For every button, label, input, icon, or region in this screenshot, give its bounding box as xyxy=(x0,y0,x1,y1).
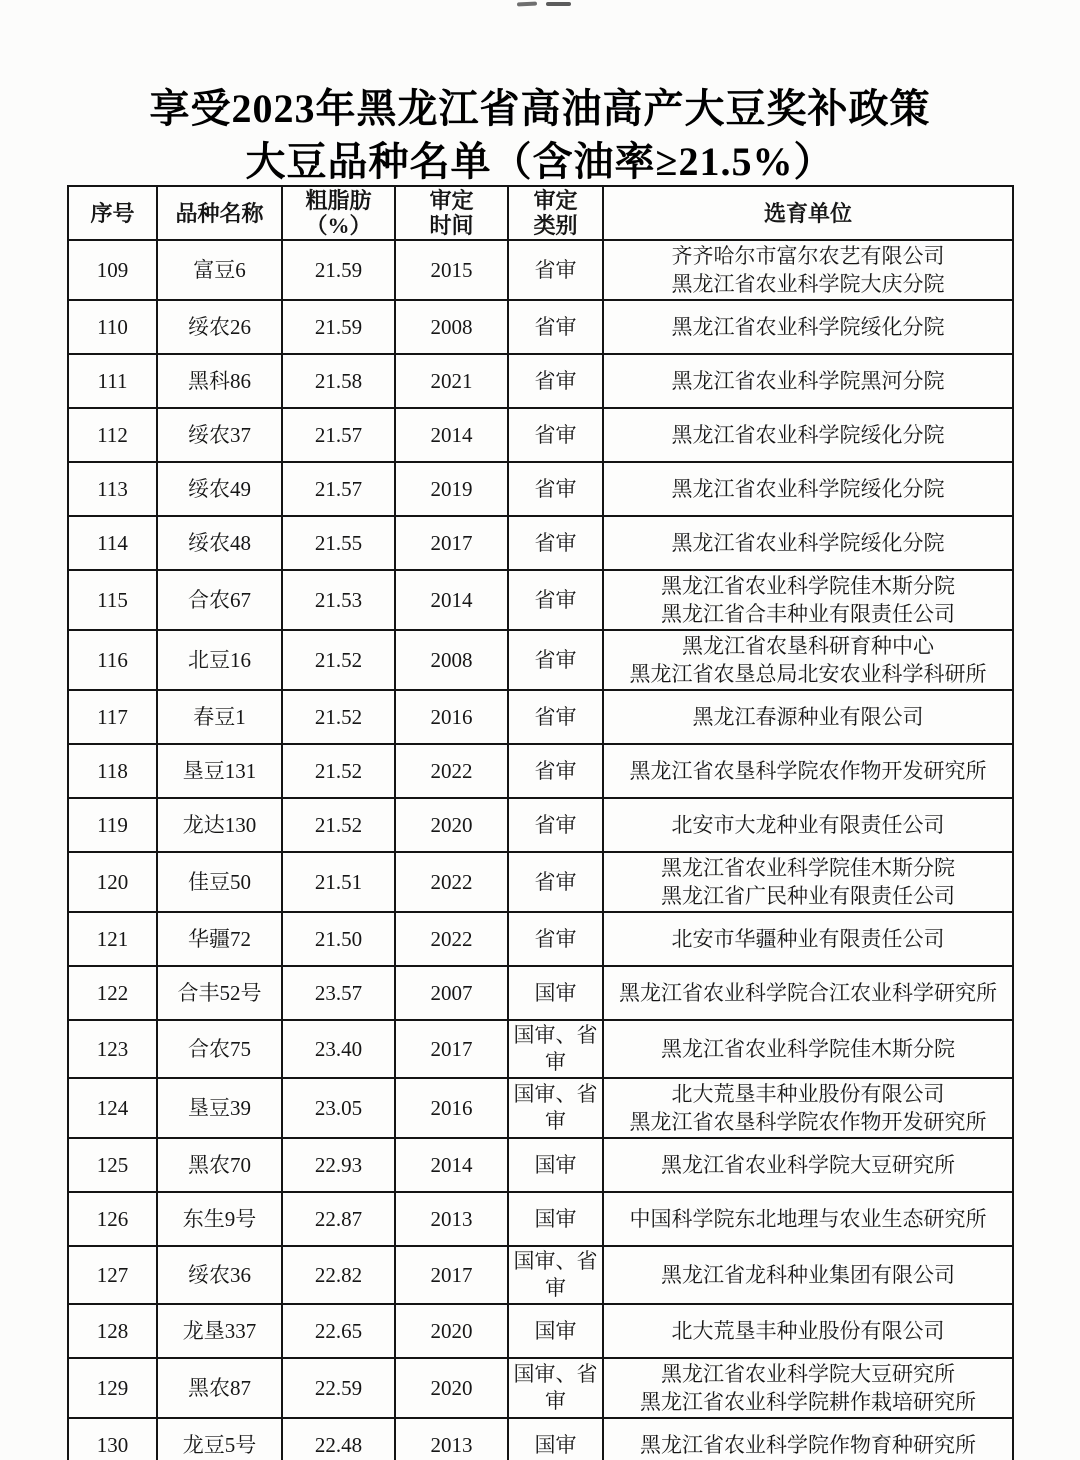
cell-no: 111 xyxy=(69,355,158,409)
breeding-unit-line: 北安市大龙种业有限责任公司 xyxy=(671,813,945,837)
cell-variety-name: 绥农37 xyxy=(158,409,283,463)
cell-variety-name: 合农75 xyxy=(158,1021,283,1079)
cell-approval-category: 省审 xyxy=(509,799,604,853)
cell-no: 110 xyxy=(69,301,158,355)
cell-approval-year: 2022 xyxy=(396,913,509,967)
breeding-unit-line: 黑龙江省农业科学院大豆研究所 xyxy=(661,1362,955,1386)
breeding-unit-line: 黑龙江省广民种业有限责任公司 xyxy=(661,884,955,908)
breeding-unit-line: 北大荒垦丰种业股份有限公司 xyxy=(671,1082,945,1106)
cell-no: 130 xyxy=(69,1419,158,1460)
soybean-variety-table xyxy=(67,185,1014,1460)
cell-approval-category: 省审 xyxy=(509,853,604,913)
cell-approval-category: 国审、省审 xyxy=(509,1359,604,1419)
cell-no: 124 xyxy=(69,1079,158,1139)
cell-crude-fat: 23.05 xyxy=(283,1079,396,1139)
cell-breeding-unit xyxy=(604,1419,1012,1460)
cell-approval-year: 2014 xyxy=(396,409,509,463)
cell-approval-year: 2019 xyxy=(396,463,509,517)
breeding-unit-line: 黑龙江省农业科学院绥化分院 xyxy=(671,477,945,501)
table-row xyxy=(69,967,1012,1021)
cell-crude-fat: 21.51 xyxy=(283,853,396,913)
cell-approval-category: 省审 xyxy=(509,571,604,631)
cell-variety-name: 北豆16 xyxy=(158,631,283,691)
table-row xyxy=(69,409,1012,463)
header-line: 序号 xyxy=(90,200,135,226)
breeding-unit-line: 齐齐哈尔市富尔农艺有限公司 xyxy=(671,244,945,268)
scan-artifact-mark xyxy=(517,1,537,6)
table-row xyxy=(69,745,1012,799)
cell-crude-fat: 21.57 xyxy=(283,463,396,517)
cell-variety-name: 春豆1 xyxy=(158,691,283,745)
cell-crude-fat: 23.57 xyxy=(283,967,396,1021)
table-row xyxy=(69,463,1012,517)
cell-crude-fat: 21.52 xyxy=(283,631,396,691)
table-row xyxy=(69,1305,1012,1359)
cell-breeding-unit xyxy=(604,1247,1012,1305)
cell-variety-name: 黑农70 xyxy=(158,1139,283,1193)
table-row xyxy=(69,631,1012,691)
cell-crude-fat: 21.52 xyxy=(283,799,396,853)
cell-breeding-unit xyxy=(604,1021,1012,1079)
table-header-row xyxy=(69,187,1012,241)
header-line: 时间 xyxy=(429,213,474,238)
table-body xyxy=(69,241,1012,1460)
cell-breeding-unit xyxy=(604,853,1012,913)
cell-variety-name: 富豆6 xyxy=(158,241,283,301)
cell-variety-name: 绥农48 xyxy=(158,517,283,571)
cell-approval-category: 省审 xyxy=(509,691,604,745)
cell-breeding-unit xyxy=(604,1305,1012,1359)
header-line: （%） xyxy=(305,213,372,238)
cell-crude-fat: 22.87 xyxy=(283,1193,396,1247)
cell-no: 120 xyxy=(69,853,158,913)
breeding-unit-line: 黑龙江省农业科学院黑河分院 xyxy=(671,369,945,393)
cell-approval-year: 2022 xyxy=(396,745,509,799)
cell-breeding-unit xyxy=(604,913,1012,967)
breeding-unit-line: 黑龙江省农业科学院耕作栽培研究所 xyxy=(640,1390,976,1414)
cell-variety-name: 垦豆39 xyxy=(158,1079,283,1139)
header-line: 审定 xyxy=(533,188,578,213)
table-row xyxy=(69,571,1012,631)
cell-approval-year: 2007 xyxy=(396,967,509,1021)
cell-approval-category: 国审、省审 xyxy=(509,1247,604,1305)
cell-no: 129 xyxy=(69,1359,158,1419)
cell-variety-name: 龙达130 xyxy=(158,799,283,853)
cell-variety-name: 东生9号 xyxy=(158,1193,283,1247)
cell-no: 112 xyxy=(69,409,158,463)
table-row xyxy=(69,355,1012,409)
header-no xyxy=(69,187,158,241)
cell-breeding-unit xyxy=(604,1079,1012,1139)
header-line: 审定 xyxy=(429,188,474,213)
table-row xyxy=(69,1359,1012,1419)
cell-no: 115 xyxy=(69,571,158,631)
cell-crude-fat: 23.40 xyxy=(283,1021,396,1079)
cell-no: 125 xyxy=(69,1139,158,1193)
cell-breeding-unit xyxy=(604,463,1012,517)
cell-no: 109 xyxy=(69,241,158,301)
cell-variety-name: 绥农49 xyxy=(158,463,283,517)
cell-breeding-unit xyxy=(604,967,1012,1021)
cell-crude-fat: 21.52 xyxy=(283,745,396,799)
cell-no: 114 xyxy=(69,517,158,571)
table-row xyxy=(69,1079,1012,1139)
cell-approval-category: 省审 xyxy=(509,631,604,691)
cell-no: 117 xyxy=(69,691,158,745)
cell-crude-fat: 21.59 xyxy=(283,301,396,355)
cell-crude-fat: 21.59 xyxy=(283,241,396,301)
breeding-unit-line: 黑龙江春源种业有限公司 xyxy=(692,705,924,729)
cell-variety-name: 华疆72 xyxy=(158,913,283,967)
cell-breeding-unit xyxy=(604,355,1012,409)
table-row xyxy=(69,913,1012,967)
table-row xyxy=(69,853,1012,913)
cell-breeding-unit xyxy=(604,517,1012,571)
cell-no: 123 xyxy=(69,1021,158,1079)
cell-approval-category: 省审 xyxy=(509,517,604,571)
cell-crude-fat: 21.52 xyxy=(283,691,396,745)
cell-approval-year: 2017 xyxy=(396,517,509,571)
cell-crude-fat: 21.58 xyxy=(283,355,396,409)
cell-variety-name: 黑科86 xyxy=(158,355,283,409)
cell-approval-year: 2017 xyxy=(396,1021,509,1079)
breeding-unit-line: 黑龙江省农业科学院佳木斯分院 xyxy=(661,1037,955,1061)
cell-approval-year: 2016 xyxy=(396,691,509,745)
cell-no: 118 xyxy=(69,745,158,799)
cell-approval-year: 2014 xyxy=(396,571,509,631)
cell-approval-category: 省审 xyxy=(509,409,604,463)
cell-approval-year: 2013 xyxy=(396,1419,509,1460)
cell-approval-category: 国审 xyxy=(509,1305,604,1359)
breeding-unit-line: 黑龙江省农业科学院绥化分院 xyxy=(671,531,945,555)
header-variety-name xyxy=(158,187,283,241)
cell-crude-fat: 22.65 xyxy=(283,1305,396,1359)
cell-breeding-unit xyxy=(604,571,1012,631)
cell-approval-year: 2013 xyxy=(396,1193,509,1247)
cell-approval-category: 国审 xyxy=(509,1419,604,1460)
breeding-unit-line: 黑龙江省农垦科研育种中心 xyxy=(682,634,934,658)
breeding-unit-line: 黑龙江省农业科学院大豆研究所 xyxy=(661,1153,955,1177)
cell-no: 122 xyxy=(69,967,158,1021)
cell-breeding-unit xyxy=(604,1193,1012,1247)
header-line: 粗脂肪 xyxy=(305,188,372,213)
breeding-unit-line: 黑龙江省农业科学院大庆分院 xyxy=(671,272,945,296)
breeding-unit-line: 黑龙江省农垦科学院农作物开发研究所 xyxy=(629,1110,987,1134)
cell-breeding-unit xyxy=(604,1359,1012,1419)
cell-crude-fat: 21.55 xyxy=(283,517,396,571)
document-title xyxy=(0,82,1080,188)
cell-variety-name: 合丰52号 xyxy=(158,967,283,1021)
cell-approval-year: 2021 xyxy=(396,355,509,409)
table-row xyxy=(69,1247,1012,1305)
cell-crude-fat: 22.93 xyxy=(283,1139,396,1193)
breeding-unit-line: 中国科学院东北地理与农业生态研究所 xyxy=(629,1207,987,1231)
cell-approval-year: 2020 xyxy=(396,799,509,853)
breeding-unit-line: 黑龙江省农业科学院合江农业科学研究所 xyxy=(619,981,997,1005)
breeding-unit-line: 黑龙江省农业科学院绥化分院 xyxy=(671,423,945,447)
header-approval-category xyxy=(509,187,604,241)
cell-no: 121 xyxy=(69,913,158,967)
cell-approval-category: 省审 xyxy=(509,745,604,799)
cell-breeding-unit xyxy=(604,409,1012,463)
breeding-unit-line: 黑龙江省龙科种业集团有限公司 xyxy=(661,1263,955,1287)
cell-variety-name: 龙豆5号 xyxy=(158,1419,283,1460)
table-row xyxy=(69,1139,1012,1193)
cell-approval-year: 2008 xyxy=(396,631,509,691)
cell-approval-year: 2022 xyxy=(396,853,509,913)
cell-approval-year: 2015 xyxy=(396,241,509,301)
breeding-unit-line: 黑龙江省农垦总局北安农业科学科研所 xyxy=(629,662,987,686)
table-row xyxy=(69,241,1012,301)
cell-crude-fat: 22.82 xyxy=(283,1247,396,1305)
header-approval-year xyxy=(396,187,509,241)
cell-breeding-unit xyxy=(604,799,1012,853)
cell-approval-category: 省审 xyxy=(509,301,604,355)
header-line: 品种名称 xyxy=(175,200,264,226)
cell-variety-name: 垦豆131 xyxy=(158,745,283,799)
breeding-unit-line: 黑龙江省合丰种业有限责任公司 xyxy=(661,602,955,626)
cell-approval-category: 省审 xyxy=(509,463,604,517)
cell-approval-category: 省审 xyxy=(509,913,604,967)
cell-variety-name: 佳豆50 xyxy=(158,853,283,913)
scan-artifact-mark xyxy=(546,2,571,6)
table-row xyxy=(69,1419,1012,1460)
table-row xyxy=(69,517,1012,571)
table-row xyxy=(69,691,1012,745)
breeding-unit-line: 北安市华疆种业有限责任公司 xyxy=(671,927,945,951)
cell-breeding-unit xyxy=(604,1139,1012,1193)
cell-approval-year: 2008 xyxy=(396,301,509,355)
title-line-1: 享受2023年黑龙江省高油高产大豆奖补政策 xyxy=(149,86,931,131)
cell-no: 119 xyxy=(69,799,158,853)
breeding-unit-line: 黑龙江省农垦科学院农作物开发研究所 xyxy=(629,759,987,783)
cell-no: 113 xyxy=(69,463,158,517)
cell-approval-category: 国审 xyxy=(509,967,604,1021)
header-breeding-unit xyxy=(604,187,1012,241)
cell-approval-year: 2020 xyxy=(396,1305,509,1359)
cell-crude-fat: 21.57 xyxy=(283,409,396,463)
header-crude-fat xyxy=(283,187,396,241)
cell-approval-category: 国审 xyxy=(509,1193,604,1247)
cell-approval-category: 国审、省审 xyxy=(509,1021,604,1079)
cell-no: 116 xyxy=(69,631,158,691)
breeding-unit-line: 黑龙江省农业科学院绥化分院 xyxy=(671,315,945,339)
cell-breeding-unit xyxy=(604,301,1012,355)
table-row xyxy=(69,1193,1012,1247)
cell-approval-category: 省审 xyxy=(509,355,604,409)
table-row xyxy=(69,799,1012,853)
cell-variety-name: 黑农87 xyxy=(158,1359,283,1419)
cell-variety-name: 合农67 xyxy=(158,571,283,631)
header-line: 类别 xyxy=(533,213,578,238)
cell-approval-category: 国审 xyxy=(509,1139,604,1193)
cell-breeding-unit xyxy=(604,631,1012,691)
cell-approval-year: 2016 xyxy=(396,1079,509,1139)
cell-approval-year: 2014 xyxy=(396,1139,509,1193)
cell-variety-name: 龙垦337 xyxy=(158,1305,283,1359)
breeding-unit-line: 黑龙江省农业科学院作物育种研究所 xyxy=(640,1433,976,1457)
breeding-unit-line: 黑龙江省农业科学院佳木斯分院 xyxy=(661,856,955,880)
breeding-unit-line: 黑龙江省农业科学院佳木斯分院 xyxy=(661,574,955,598)
cell-breeding-unit xyxy=(604,745,1012,799)
table-row xyxy=(69,301,1012,355)
title-line-2: 大豆品种名单（含油率≥21.5%） xyxy=(245,139,835,184)
cell-crude-fat: 22.48 xyxy=(283,1419,396,1460)
cell-variety-name: 绥农36 xyxy=(158,1247,283,1305)
cell-crude-fat: 21.53 xyxy=(283,571,396,631)
header-line: 选育单位 xyxy=(763,200,852,226)
table-row xyxy=(69,1021,1012,1079)
cell-no: 128 xyxy=(69,1305,158,1359)
cell-approval-category: 省审 xyxy=(509,241,604,301)
breeding-unit-line: 北大荒垦丰种业股份有限公司 xyxy=(671,1319,945,1343)
cell-crude-fat: 21.50 xyxy=(283,913,396,967)
cell-breeding-unit xyxy=(604,691,1012,745)
cell-no: 127 xyxy=(69,1247,158,1305)
cell-approval-year: 2017 xyxy=(396,1247,509,1305)
cell-no: 126 xyxy=(69,1193,158,1247)
cell-breeding-unit xyxy=(604,241,1012,301)
cell-variety-name: 绥农26 xyxy=(158,301,283,355)
cell-crude-fat: 22.59 xyxy=(283,1359,396,1419)
cell-approval-year: 2020 xyxy=(396,1359,509,1419)
cell-approval-category: 国审、省审 xyxy=(509,1079,604,1139)
